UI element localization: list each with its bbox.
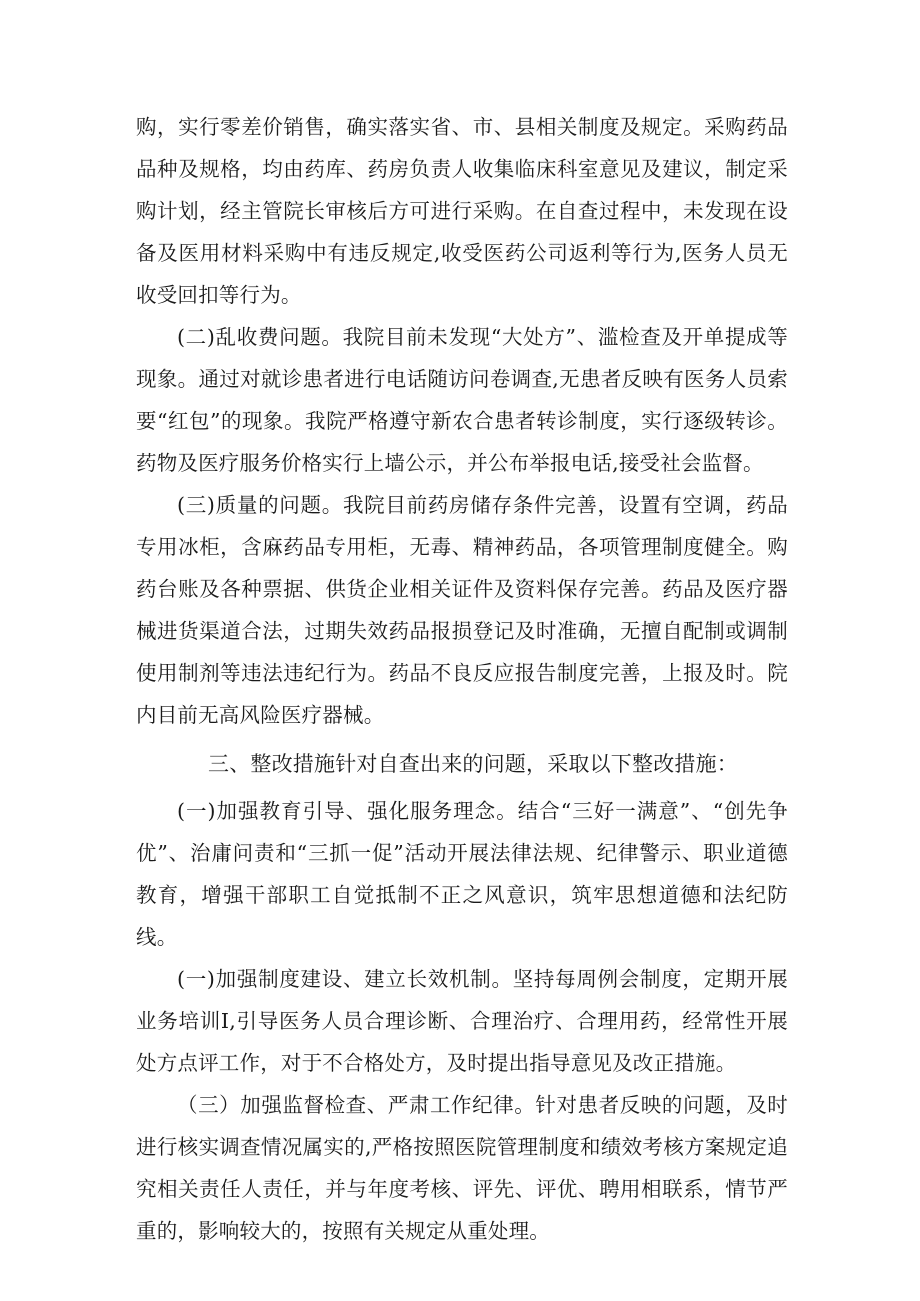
paragraph-quality: (三)质量的问题。我院目前药房储存条件完善，设置有空调，药品专用冰柜，含麻药品专用柜，无毒、精神药品，各项管理制度健全。购药台账及各种票据、供货企业相关证件及资料保存完善。药品及医疗器械进货渠道合法，过期失效药品报损登记及时准确，无擅自配制或调制使用制剂等违法违纪行为。药品不良反应报告制度完善，上报及时。院内目前无高风险医疗器械。 (136, 493, 788, 727)
section-heading-rectification: 三、整改措施针对自查出来的问题，采取以下整改措施： (208, 752, 738, 776)
paragraph-fees: (二)乱收费问题。我院目前未发现“大处方”、滥检查及开单提成等现象。通过对就诊患者进行电话随访问卷调查,无患者反映有医务人员索要“红包”的现象。我院严格遵守新农合患者转诊制度，实行逐级转诊。药物及医疗服务价格实行上墙公示，并公布举报电话,接受社会监督。 (136, 325, 788, 475)
paragraph-measure-education: (一)加强教育引导、强化服务理念。结合“三好一满意”、“创先争优”、治庸问责和“三抓一促”活动开展法律法规、纪律警示、职业道德教育，增强干部职工自觉抵制不正之风意识，筑牢思想道德和法纪防线。 (136, 799, 788, 949)
paragraph-procurement: 购，实行零差价销售，确实落实省、市、县相关制度及规定。采购药品品种及规格，均由药库、药房负责人收集临床科室意见及建议，制定采购计划，经主管院长审核后方可进行采购。在自查过程中，未发现在设备及医用材料采购中有违反规定,收受医药公司返利等行为,医务人员无收受回扣等行为。 (136, 115, 788, 307)
paragraph-measure-system: (一)加强制度建设、建立长效机制。坚持每周例会制度，定期开展业务培训I,引导医务人员合理诊断、合理治疗、合理用药，经常性开展处方点评工作，对于不合格处方，及时提出指导意见及改正措施。 (136, 967, 788, 1075)
paragraph-measure-supervision: （三）加强监督检查、严肃工作纪律。针对患者反映的问题，及时进行核实调查情况属实的,严格按照医院管理制度和绩效考核方案规定追究相关责任人责任，并与年度考核、评先、评优、聘用相联系，情节严重的，影响较大的，按照有关规定从重处理。 (136, 1093, 788, 1243)
